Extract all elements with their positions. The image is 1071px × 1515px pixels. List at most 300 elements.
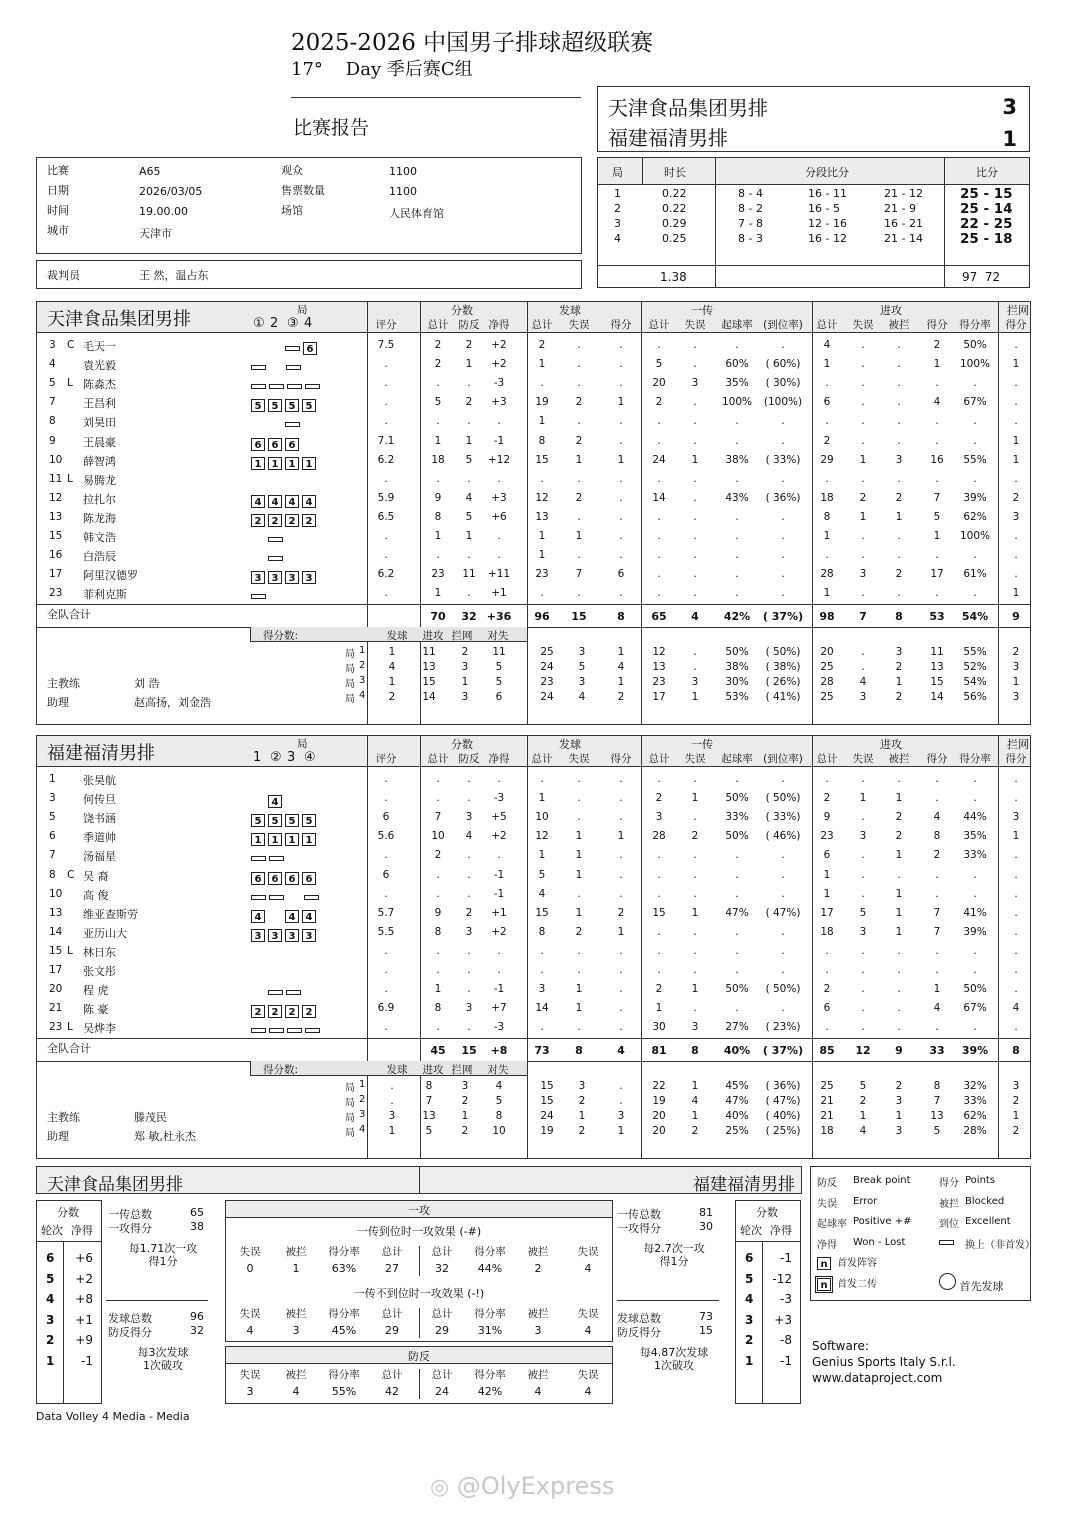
per-set-se: 1 [578, 1110, 586, 1123]
per-set-number: 2 [359, 660, 366, 672]
player-name: 程 虎 [83, 984, 109, 998]
stat-se: 1 [575, 530, 583, 542]
away-set-mark: ④ [304, 750, 316, 765]
legend-zh: 被拦 [939, 1198, 959, 1210]
stat-wl: +7 [491, 1002, 507, 1015]
stat-se: . [577, 510, 581, 523]
sub-marker [287, 1028, 302, 1033]
home-set-mark: ① [253, 316, 265, 331]
per-set-rpos: 50% [725, 646, 749, 659]
stat-at: 17 [820, 906, 834, 919]
player-zones [251, 434, 319, 453]
stat-ap: 1 [933, 358, 941, 371]
home-srv-l2: 防反得分 [108, 1326, 152, 1339]
stat-ae: . [861, 396, 865, 409]
player-row [37, 790, 1030, 809]
per-set-se: 2 [578, 1125, 586, 1138]
home-rot-title: 分数 [57, 1206, 79, 1219]
stat-at: 1 [823, 358, 831, 371]
away-col-header: 总计 [816, 753, 838, 765]
stat-ae: 1 [859, 792, 867, 805]
per-set-bkp: 3 [1012, 1080, 1020, 1093]
stat-sp: . [619, 510, 623, 523]
info-value: 人民体育馆 [389, 207, 444, 220]
stat-ae: . [861, 944, 865, 957]
stat-rpos: 27% [725, 1021, 749, 1034]
legend-zh: 防反 [817, 1178, 837, 1189]
stat-rt: . [657, 472, 661, 485]
stat-wl: . [497, 944, 501, 957]
stat-apc: . [973, 792, 977, 805]
stat-vote: 5.9 [377, 491, 395, 504]
per-set-sp: 3 [617, 1110, 625, 1123]
stat-vote: . [384, 964, 388, 976]
stat-apc: 35% [963, 830, 987, 843]
match-info-box [36, 157, 582, 254]
legend-zh: 到位 [939, 1219, 959, 1230]
weibo-icon: ◎ [430, 1475, 450, 1500]
player-row [37, 375, 1030, 394]
per-set-ap: 14 [930, 691, 944, 704]
home-assistant-name: 赵高扬，刘金浩 [134, 696, 211, 710]
stat-re: . [693, 964, 697, 976]
away-col-header: 得分 [926, 753, 948, 765]
per-set-bkp: 1 [1012, 676, 1020, 689]
per-set-prefix: 局 [345, 1113, 355, 1125]
legend-zh: 得分 [939, 1178, 959, 1189]
page-subtitle: 17° Day 季后赛C组 [291, 59, 473, 80]
mid-col-header: 被拦 [285, 1308, 307, 1320]
stat-pt: 1 [434, 434, 442, 447]
stat-se: . [577, 944, 581, 957]
per-set-rt: 19 [652, 1095, 666, 1108]
stat-rt: . [657, 510, 661, 523]
stat-se: 1 [575, 453, 583, 466]
stat-ap: 17 [930, 568, 944, 581]
away-assistant-label: 助理 [47, 1130, 69, 1144]
total-se: 8 [575, 1044, 583, 1058]
mid-value: 55% [331, 1385, 357, 1398]
per-set-ap: 13 [930, 1110, 944, 1123]
away-coach-name: 滕茂民 [134, 1111, 167, 1125]
set-partial-3: 21 - 9 [884, 202, 916, 215]
stat-ae: . [861, 887, 865, 900]
sub-marker [269, 1028, 284, 1033]
stat-apc: 62% [963, 510, 987, 523]
stat-se: 2 [575, 925, 583, 938]
stat-pt: . [436, 415, 440, 428]
per-set-rt: 23 [652, 676, 666, 689]
player-zones [251, 338, 320, 357]
stat-rt: . [657, 549, 661, 562]
stat-rexc: ( 33%) [765, 811, 801, 824]
stat-rpos: . [735, 1002, 739, 1015]
player-name: 季道帅 [83, 831, 116, 845]
stat-ab: . [897, 396, 901, 409]
sets-total-duration: 1.38 [660, 270, 687, 284]
stat-st: 1 [538, 358, 546, 371]
player-zones [251, 925, 319, 944]
away-rec-l2: 一攻得分 [617, 1222, 661, 1235]
away-team-block [36, 735, 1031, 1159]
stat-at: . [825, 549, 829, 562]
info-key: 售票数量 [281, 184, 325, 197]
legend-first-lineup-label: 首发阵容 [837, 1258, 878, 1269]
per-set-bkp: 3 [1012, 691, 1020, 704]
per-set-prefix: 局 [345, 1128, 355, 1140]
rotation-net: -8 [780, 1333, 792, 1347]
home-col-header: 失误 [852, 319, 874, 331]
per-set-ap: 11 [930, 646, 944, 659]
mid-col-header: 被拦 [527, 1369, 549, 1381]
set-partial-1: 8 - 2 [738, 202, 763, 215]
stat-bp: . [467, 849, 471, 862]
player-name: 陈 豪 [83, 1003, 109, 1017]
stat-rpos: . [735, 773, 739, 785]
mid-col-header: 得分率 [474, 1369, 506, 1381]
stat-rexc: . [781, 1002, 785, 1015]
mid-col-header: 失误 [239, 1308, 261, 1320]
player-zones [251, 529, 320, 548]
stat-st: . [540, 472, 544, 485]
per-set-rexc: ( 36%) [765, 1080, 801, 1093]
home-sets-won: 3 [1002, 95, 1017, 119]
rotation-number: 2 [46, 1333, 55, 1347]
per-set-rexc: ( 47%) [765, 1095, 801, 1108]
start-zone: 1 [268, 457, 282, 470]
sub-marker [251, 1028, 266, 1033]
stat-rt: 2 [655, 396, 663, 409]
stat-rpos: 35% [725, 377, 749, 390]
set-number: 4 [614, 232, 621, 245]
sets-head-score: 比分 [976, 166, 998, 179]
legend-en: 换上（非首发） [965, 1239, 1035, 1251]
stat-ap: . [935, 773, 939, 785]
per-set-rexc: ( 50%) [765, 646, 801, 659]
per-set-sv: . [390, 1080, 394, 1093]
stat-rt: . [657, 964, 661, 976]
stat-rpos: 60% [725, 358, 749, 371]
stat-rexc: ( 46%) [765, 830, 801, 843]
stat-sp: . [619, 1002, 623, 1015]
per-set-att: 21 [820, 1110, 834, 1123]
mid-col-header: 得分率 [328, 1308, 360, 1320]
stat-apc: 50% [963, 983, 987, 996]
sets-total-score: 97 72 [962, 270, 1001, 284]
per-set-rt: 20 [652, 1125, 666, 1138]
per-set-rpos: 38% [725, 661, 749, 674]
per-set-at: 13 [422, 661, 436, 674]
rotation-number: 2 [745, 1333, 754, 1347]
mid-value: 24 [435, 1385, 449, 1398]
start-zone: 6 [303, 342, 317, 355]
rotation-net: +2 [75, 1271, 93, 1286]
away-rec-v2: 30 [699, 1220, 713, 1233]
stat-rt: 28 [652, 830, 666, 843]
set-score: 25 - 14 [960, 201, 1013, 217]
per-set-st: 25 [540, 646, 554, 659]
per-set-ab: 3 [895, 646, 903, 659]
stat-ab: . [897, 587, 901, 600]
sub-marker [251, 384, 266, 389]
stat-at: 1 [823, 530, 831, 542]
player-row [37, 886, 1030, 905]
stat-pt: 9 [434, 906, 442, 919]
legend-first-serve [939, 1273, 1004, 1294]
set-partial-1: 8 - 3 [738, 232, 763, 245]
away-group-label: 拦网 [1007, 738, 1029, 751]
stat-bp: . [467, 377, 471, 390]
stat-rpos: . [735, 944, 739, 957]
home-col-header: 失误 [568, 319, 590, 331]
per-set-apc: 62% [963, 1110, 987, 1123]
stat-vote: . [384, 587, 388, 600]
total-rt: 65 [651, 610, 667, 624]
per-set-rpos: 47% [725, 1095, 749, 1108]
rotation-number: 4 [46, 1292, 55, 1306]
defense-title: 防反 [408, 1350, 430, 1363]
stat-rpos: 50% [725, 830, 749, 843]
stat-re: 2 [691, 830, 699, 843]
per-set-sp: 1 [617, 646, 625, 659]
per-set-ab: 2 [895, 661, 903, 674]
stat-ab: 1 [895, 792, 903, 805]
stat-bp: . [467, 773, 471, 785]
info-key: 日期 [47, 184, 69, 197]
stat-pt: 2 [434, 339, 442, 351]
stat-st: 19 [535, 396, 549, 409]
stat-wl: . [497, 530, 501, 542]
info-key: 比赛 [47, 164, 69, 177]
stat-sp: 2 [617, 906, 625, 919]
per-set-att: 28 [820, 676, 834, 689]
stat-re: . [693, 472, 697, 485]
player-row [37, 566, 1030, 585]
stat-pt: . [436, 964, 440, 976]
stat-rpos: 50% [725, 983, 749, 996]
player-zones [251, 510, 319, 529]
stat-vote: 6.2 [377, 568, 395, 581]
stat-pt: 8 [434, 925, 442, 938]
start-zone: 2 [302, 1005, 316, 1018]
stat-se: . [577, 587, 581, 600]
info-value: 1100 [389, 165, 417, 178]
mid-value: 0 [246, 1262, 254, 1275]
home-rot-col-round: 轮次 [41, 1224, 63, 1237]
stat-bk: . [1014, 964, 1018, 976]
stat-se: . [577, 1021, 581, 1034]
stat-st: 12 [535, 830, 549, 843]
away-rec-v1: 81 [699, 1206, 713, 1219]
stat-ap: . [935, 549, 939, 562]
stat-vote: . [384, 530, 388, 542]
stat-re: 1 [691, 906, 699, 919]
home-rec-summary [106, 1206, 220, 1268]
stat-st: . [540, 587, 544, 600]
per-set-number: 1 [359, 645, 366, 657]
info-key: 场馆 [281, 204, 303, 217]
home-group-label: 一传 [691, 304, 713, 317]
mid-col-header: 总计 [381, 1308, 403, 1320]
per-set-at: 15 [422, 676, 436, 689]
per-set-apc: 54% [963, 676, 987, 689]
stat-st: 1 [538, 792, 546, 805]
stat-ab: 2 [895, 830, 903, 843]
player-name: 白浩辰 [83, 550, 116, 564]
stat-vote: . [384, 396, 388, 409]
per-set-ae: 3 [859, 691, 867, 704]
per-set-bk: 1 [461, 676, 469, 689]
player-name: 阿里汉德罗 [83, 569, 138, 583]
mid-col-header: 总计 [431, 1369, 453, 1381]
sub-header: 对失 [487, 630, 509, 643]
sub-marker [286, 365, 301, 370]
stat-rexc: ( 30%) [765, 377, 801, 390]
stat-pt: 2 [434, 849, 442, 862]
stat-ae: 3 [859, 568, 867, 581]
per-set-st: 23 [540, 676, 554, 689]
per-set-sv: 2 [388, 691, 396, 704]
per-set-rexc: ( 26%) [765, 676, 801, 689]
stat-sp: . [619, 339, 623, 351]
start-zone: 5 [251, 399, 265, 412]
per-set-apc: 52% [963, 661, 987, 674]
stat-bk: 1 [1012, 830, 1020, 843]
home-col-header: 被拦 [888, 319, 910, 331]
start-zone: 5 [268, 399, 282, 412]
stat-ab: . [897, 415, 901, 428]
player-zones [251, 491, 319, 510]
set-partial-3: 21 - 14 [884, 232, 923, 245]
start-zone: 3 [251, 571, 265, 584]
stat-vote: . [384, 944, 388, 957]
stat-rpos: 38% [725, 453, 749, 466]
stat-bp: . [467, 415, 471, 428]
stat-apc: . [973, 415, 977, 428]
stat-at: . [825, 773, 829, 785]
per-set-rpos: 30% [725, 676, 749, 689]
player-role: L [67, 1021, 73, 1034]
sub-marker [304, 895, 319, 900]
info-value: 2026/03/05 [139, 185, 203, 198]
stat-bp: . [467, 1021, 471, 1034]
stat-ap: . [935, 587, 939, 600]
home-col-header: (到位率) [763, 319, 803, 331]
per-set-ab: 3 [895, 1125, 903, 1138]
player-name: 张昊航 [83, 774, 116, 787]
stat-ae: . [861, 472, 865, 485]
stat-bk: . [1014, 549, 1018, 562]
stat-se: . [577, 377, 581, 390]
per-set-rexc: ( 41%) [765, 691, 801, 704]
per-set-op: 5 [495, 661, 503, 674]
stat-ae: . [861, 415, 865, 428]
stat-ap: 2 [933, 339, 941, 351]
stat-at: . [825, 1021, 829, 1034]
away-set-mark: 1 [253, 750, 262, 765]
player-number: 15 [49, 530, 63, 542]
start-zone: 1 [268, 833, 282, 846]
player-zones [251, 772, 319, 791]
per-set-number: 3 [359, 675, 366, 687]
stat-bk: 1 [1012, 587, 1020, 600]
per-set-rexc: ( 25%) [765, 1125, 801, 1138]
legend-circle-icon [939, 1273, 956, 1290]
start-zone: 5 [302, 814, 316, 827]
stat-bk: 2 [1012, 491, 1020, 504]
stat-ab: 2 [895, 811, 903, 824]
player-name: 亚历山大 [83, 926, 127, 940]
legend-n-box-1: n [817, 1257, 831, 1270]
player-zones [251, 357, 321, 376]
mid-col-header: 总计 [431, 1308, 453, 1320]
stat-ab: . [897, 549, 901, 562]
stat-wl: -3 [493, 1021, 505, 1034]
rotation-net: +6 [75, 1251, 93, 1265]
per-set-ae: . [861, 661, 865, 674]
stat-st: 4 [538, 887, 546, 900]
stat-st: 1 [538, 530, 546, 542]
stat-pt: . [436, 773, 440, 785]
per-set-bkp: 2 [1012, 1095, 1020, 1108]
total-rexc: ( 37%) [762, 1044, 804, 1058]
per-set-at: 11 [422, 646, 436, 659]
stat-ae: 5 [859, 906, 867, 919]
per-set-st: 19 [540, 1125, 554, 1138]
stat-apc: 39% [963, 491, 987, 504]
bottom-home-team: 天津食品集团男排 [47, 1175, 183, 1195]
stat-rt: . [657, 530, 661, 542]
total-at: 85 [819, 1044, 835, 1058]
per-set-st: 24 [540, 1110, 554, 1123]
sub-marker [285, 346, 300, 351]
mid-col-header: 总计 [431, 1246, 453, 1258]
start-zone: 4 [251, 495, 265, 508]
stat-bp: . [467, 964, 471, 976]
away-col-header: 得分率 [959, 753, 991, 765]
stat-at: 29 [820, 453, 834, 466]
away-srv-v2: 15 [699, 1324, 713, 1337]
legend-en: Blocked [965, 1195, 1005, 1207]
home-coach-name: 刘 浩 [134, 677, 160, 691]
total-at: 98 [819, 610, 835, 624]
per-set-rt: 12 [652, 646, 666, 659]
watermark-text: @OlyExpress [456, 1472, 615, 1500]
player-zones [251, 1001, 319, 1020]
mid-col-header: 失误 [577, 1246, 599, 1258]
away-col-header: 总计 [531, 753, 553, 765]
per-set-ap: 8 [933, 1080, 941, 1093]
stat-apc: 44% [963, 811, 987, 824]
rotation-net: -1 [780, 1353, 792, 1368]
mid-value: 32 [435, 1262, 449, 1275]
stat-apc: . [973, 868, 977, 881]
stat-ap: 16 [930, 453, 944, 466]
rotation-net: -1 [81, 1353, 93, 1368]
sub-marker [305, 1028, 320, 1033]
stat-se: . [577, 472, 581, 485]
legend-en: Excellent [965, 1216, 1011, 1227]
stat-se: . [577, 415, 581, 428]
sub-marker [285, 422, 300, 427]
per-set-bk: 2 [461, 1095, 469, 1108]
total-sp: 8 [617, 610, 625, 624]
stat-ab: . [897, 434, 901, 447]
player-number: 10 [49, 453, 63, 466]
stat-st: . [540, 964, 544, 976]
player-number: 3 [49, 792, 56, 805]
stat-rt: 24 [652, 453, 666, 466]
